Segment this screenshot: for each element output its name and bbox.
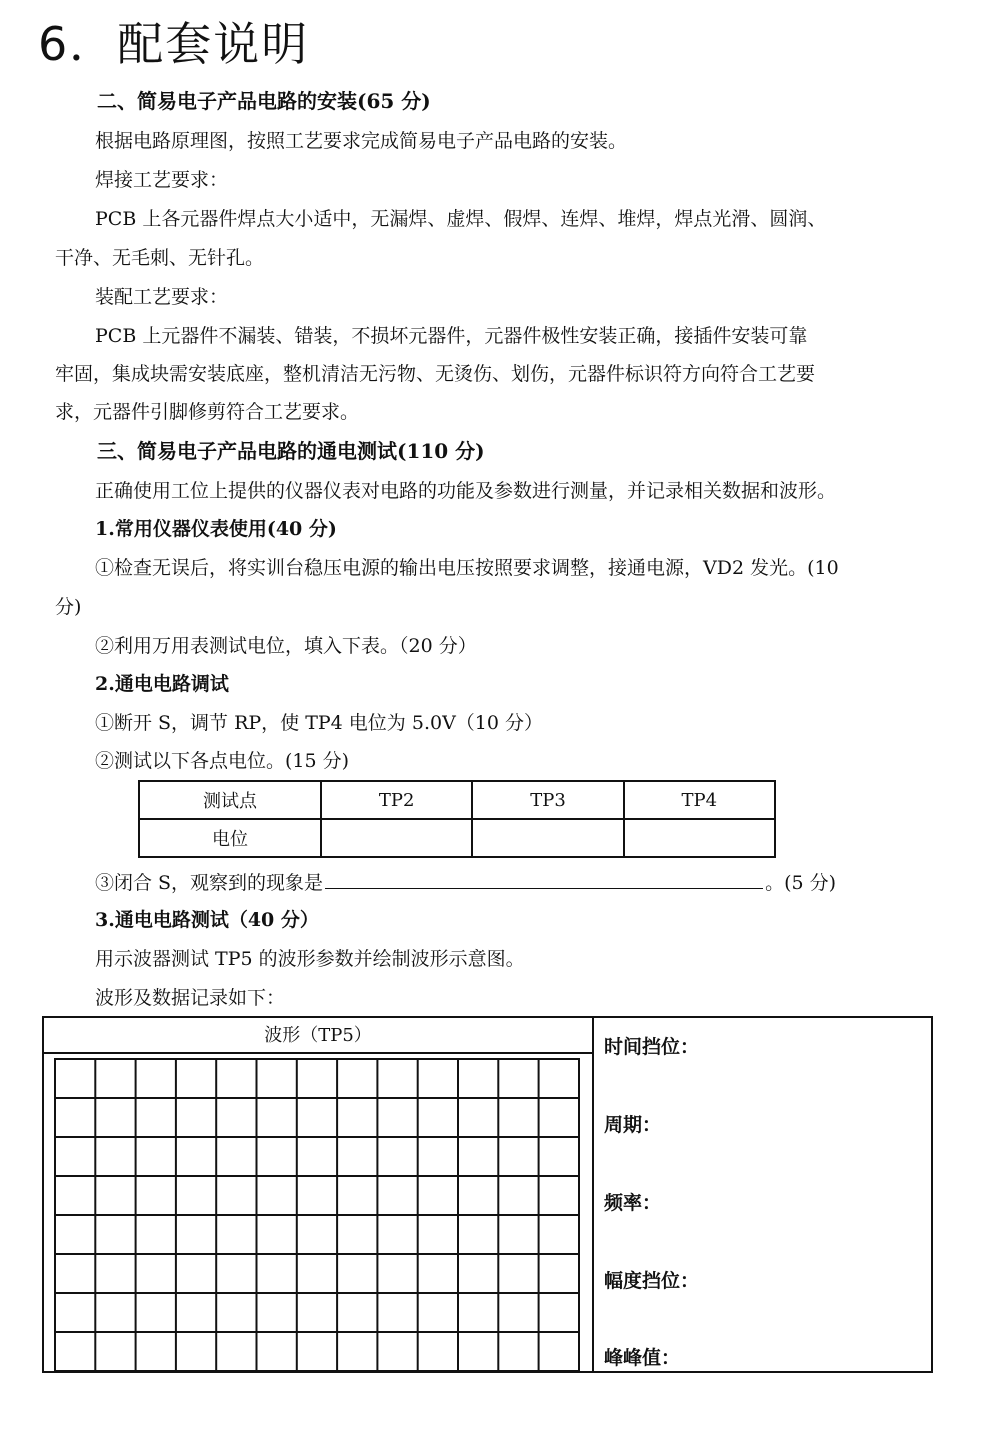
assembly-line-2: 牢固，集成块需安装底座，整机清洁无污物、无烫伤、划伤，元器件标识符方向符合工艺要 xyxy=(55,363,816,385)
tp3-value-cell[interactable] xyxy=(472,819,623,857)
param-frequency: 频率： xyxy=(604,1192,662,1214)
table-header-cell: TP2 xyxy=(321,781,472,819)
table-row xyxy=(139,781,775,819)
assembly-line-3: 求，元器件引脚修剪符合工艺要求。 xyxy=(55,401,360,423)
welding-line-1: PCB 上各元器件焊点大小适中，无漏焊、虚焊、假焊、连焊、堆焊，焊点光滑、圆润、 xyxy=(95,208,827,230)
table-row xyxy=(139,819,775,857)
waveform-grid[interactable] xyxy=(54,1058,580,1372)
page-title: 6．配套说明 xyxy=(38,17,310,71)
part3-intro: 用示波器测试 TP5 的波形参数并绘制波形示意图。 xyxy=(95,948,525,970)
part2-heading: 2.通电电路调试 xyxy=(95,673,229,695)
tp4-value-cell[interactable] xyxy=(624,819,775,857)
assembly-line-1: PCB 上元器件不漏装、错装，不损坏元器件，元器件极性安装正确，接插件安装可靠 xyxy=(95,325,808,347)
potential-table xyxy=(138,780,776,858)
observation-blank[interactable] xyxy=(325,868,763,889)
table-header-cell: TP4 xyxy=(624,781,775,819)
waveform-panel xyxy=(44,1018,594,1371)
part1-item1-line1: ①检查无误后，将实训台稳压电源的输出电压按照要求调整，接通电源，VD2 发光。(10 xyxy=(95,557,839,579)
part1-item1-line2: 分) xyxy=(55,596,82,618)
welding-line-2: 干净、无毛刺、无针孔。 xyxy=(55,247,265,269)
waveform-title: 波形（TP5） xyxy=(44,1018,592,1054)
part1-item2: ②利用万用表测试电位，填入下表。（20 分） xyxy=(95,635,477,657)
part3-record: 波形及数据记录如下： xyxy=(95,987,286,1009)
part3-heading: 3.通电电路测试（40 分） xyxy=(95,909,319,931)
part2-item2: ②测试以下各点电位。(15 分) xyxy=(95,750,350,772)
tp2-value-cell[interactable] xyxy=(321,819,472,857)
section2-heading: 二、简易电子产品电路的安装(65 分) xyxy=(97,89,431,113)
waveform-record-box xyxy=(42,1016,933,1373)
param-period: 周期： xyxy=(604,1114,662,1136)
part2-item3-prefix: ③闭合 S，观察到的现象是 xyxy=(95,872,324,894)
part2-item1: ①断开 S，调节 RP，使 TP4 电位为 5.0V（10 分） xyxy=(95,712,544,734)
table-header-cell: 测试点 xyxy=(139,781,321,819)
param-peak-to-peak: 峰峰值： xyxy=(604,1347,681,1369)
assembly-label: 装配工艺要求： xyxy=(95,286,229,308)
section3-intro: 正确使用工位上提供的仪器仪表对电路的功能及参数进行测量，并记录相关数据和波形。 xyxy=(95,480,837,502)
section3-heading: 三、简易电子产品电路的通电测试(110 分) xyxy=(97,439,485,463)
part2-item3 xyxy=(95,868,836,896)
table-row-label: 电位 xyxy=(139,819,321,857)
welding-label: 焊接工艺要求： xyxy=(95,169,229,191)
param-time-scale: 时间挡位： xyxy=(604,1036,700,1058)
section2-intro: 根据电路原理图，按照工艺要求完成简易电子产品电路的安装。 xyxy=(95,130,628,152)
part2-item3-suffix: 。(5 分) xyxy=(765,872,837,894)
param-amplitude-scale: 幅度挡位： xyxy=(604,1270,700,1292)
part1-heading: 1.常用仪器仪表使用(40 分) xyxy=(95,518,337,540)
table-header-cell: TP3 xyxy=(472,781,623,819)
